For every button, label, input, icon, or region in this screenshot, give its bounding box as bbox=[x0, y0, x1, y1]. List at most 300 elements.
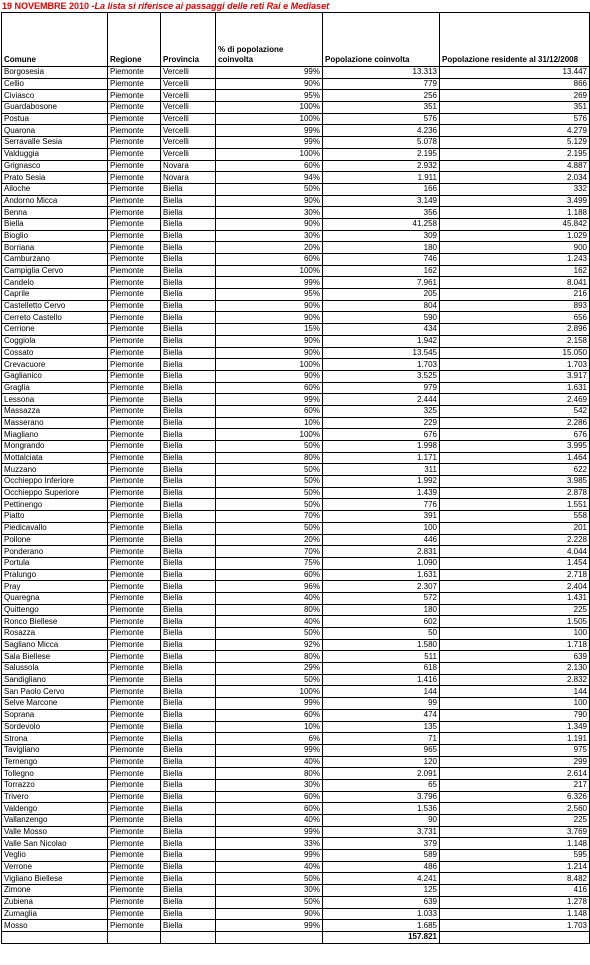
table-row bbox=[2, 850, 590, 862]
cell-popolazione-residente: 893 bbox=[440, 300, 590, 312]
cell-percent: 80% bbox=[216, 452, 323, 464]
cell-comune: Borriana bbox=[2, 242, 108, 254]
table-row bbox=[2, 534, 590, 546]
cell-provincia: Biella bbox=[161, 815, 216, 827]
cell-popolazione-coinvolta: 180 bbox=[323, 242, 440, 254]
cell-percent: 50% bbox=[216, 476, 323, 488]
cell-provincia: Biella bbox=[161, 429, 216, 441]
cell-comune: Quittengo bbox=[2, 604, 108, 616]
cell-provincia: Biella bbox=[161, 312, 216, 324]
cell-provincia: Biella bbox=[161, 663, 216, 675]
total-blank-cell bbox=[216, 931, 323, 943]
cell-percent: 60% bbox=[216, 160, 323, 172]
table-row bbox=[2, 569, 590, 581]
cell-popolazione-coinvolta: 1.942 bbox=[323, 335, 440, 347]
cell-popolazione-coinvolta: 99 bbox=[323, 698, 440, 710]
cell-provincia: Biella bbox=[161, 195, 216, 207]
cell-provincia: Biella bbox=[161, 265, 216, 277]
cell-popolazione-coinvolta: 7.961 bbox=[323, 277, 440, 289]
cell-comune: Cerrione bbox=[2, 324, 108, 336]
cell-percent: 40% bbox=[216, 756, 323, 768]
cell-popolazione-coinvolta: 3.796 bbox=[323, 791, 440, 803]
table-row bbox=[2, 663, 590, 675]
cell-comune: Cossato bbox=[2, 347, 108, 359]
table-row bbox=[2, 230, 590, 242]
cell-popolazione-residente: 15.050 bbox=[440, 347, 590, 359]
cell-percent: 50% bbox=[216, 499, 323, 511]
cell-percent: 99% bbox=[216, 67, 323, 79]
cell-popolazione-residente: 3.995 bbox=[440, 441, 590, 453]
cell-regione: Piemonte bbox=[108, 324, 161, 336]
table-row bbox=[2, 370, 590, 382]
cell-percent: 60% bbox=[216, 254, 323, 266]
cell-popolazione-coinvolta: 639 bbox=[323, 896, 440, 908]
table-row bbox=[2, 651, 590, 663]
cell-popolazione-residente: 1.214 bbox=[440, 861, 590, 873]
cell-regione: Piemonte bbox=[108, 254, 161, 266]
cell-provincia: Biella bbox=[161, 511, 216, 523]
cell-provincia: Biella bbox=[161, 873, 216, 885]
cell-comune: Zubiena bbox=[2, 896, 108, 908]
cell-regione: Piemonte bbox=[108, 651, 161, 663]
cell-provincia: Biella bbox=[161, 733, 216, 745]
cell-provincia: Biella bbox=[161, 557, 216, 569]
cell-popolazione-coinvolta: 1.631 bbox=[323, 569, 440, 581]
cell-comune: Prato Sesia bbox=[2, 172, 108, 184]
cell-provincia: Biella bbox=[161, 359, 216, 371]
cell-provincia: Biella bbox=[161, 534, 216, 546]
table-row bbox=[2, 300, 590, 312]
cell-percent: 50% bbox=[216, 464, 323, 476]
cell-provincia: Vercelli bbox=[161, 148, 216, 160]
cell-regione: Piemonte bbox=[108, 160, 161, 172]
cell-popolazione-residente: 1.454 bbox=[440, 557, 590, 569]
cell-percent: 20% bbox=[216, 534, 323, 546]
cell-popolazione-coinvolta: 2.444 bbox=[323, 394, 440, 406]
cell-comune: Trivero bbox=[2, 791, 108, 803]
cell-regione: Piemonte bbox=[108, 616, 161, 628]
cell-popolazione-residente: 216 bbox=[440, 289, 590, 301]
cell-regione: Piemonte bbox=[108, 698, 161, 710]
cell-provincia: Biella bbox=[161, 218, 216, 230]
cell-popolazione-residente: 416 bbox=[440, 885, 590, 897]
cell-comune: Campiglia Cervo bbox=[2, 265, 108, 277]
cell-popolazione-residente: 1.703 bbox=[440, 920, 590, 932]
table-row bbox=[2, 265, 590, 277]
cell-comune: Verrone bbox=[2, 861, 108, 873]
cell-comune: Valdengo bbox=[2, 803, 108, 815]
cell-percent: 90% bbox=[216, 218, 323, 230]
cell-comune: Gaglianico bbox=[2, 370, 108, 382]
cell-popolazione-coinvolta: 13.313 bbox=[323, 67, 440, 79]
cell-percent: 100% bbox=[216, 102, 323, 114]
total-blank-cell bbox=[108, 931, 161, 943]
cell-regione: Piemonte bbox=[108, 183, 161, 195]
cell-regione: Piemonte bbox=[108, 511, 161, 523]
cell-percent: 60% bbox=[216, 405, 323, 417]
cell-regione: Piemonte bbox=[108, 464, 161, 476]
cell-comune: Ponderano bbox=[2, 546, 108, 558]
cell-provincia: Biella bbox=[161, 838, 216, 850]
cell-popolazione-coinvolta: 1.580 bbox=[323, 639, 440, 651]
cell-popolazione-residente: 790 bbox=[440, 709, 590, 721]
cell-popolazione-residente: 558 bbox=[440, 511, 590, 523]
table-row bbox=[2, 312, 590, 324]
cell-comune: Masserano bbox=[2, 417, 108, 429]
table-row bbox=[2, 546, 590, 558]
cell-percent: 30% bbox=[216, 779, 323, 791]
cell-popolazione-residente: 269 bbox=[440, 90, 590, 102]
cell-provincia: Biella bbox=[161, 207, 216, 219]
table-row bbox=[2, 289, 590, 301]
cell-popolazione-coinvolta: 572 bbox=[323, 592, 440, 604]
cell-popolazione-coinvolta: 2.091 bbox=[323, 768, 440, 780]
table-row bbox=[2, 557, 590, 569]
cell-percent: 30% bbox=[216, 230, 323, 242]
cell-provincia: Biella bbox=[161, 394, 216, 406]
cell-popolazione-residente: 2.469 bbox=[440, 394, 590, 406]
cell-percent: 50% bbox=[216, 628, 323, 640]
total-blank-cell bbox=[440, 931, 590, 943]
cell-percent: 80% bbox=[216, 604, 323, 616]
cell-provincia: Vercelli bbox=[161, 67, 216, 79]
cell-popolazione-residente: 8.482 bbox=[440, 873, 590, 885]
column-header-comune: Comune bbox=[2, 13, 108, 67]
table-row bbox=[2, 499, 590, 511]
cell-popolazione-residente: 1.718 bbox=[440, 639, 590, 651]
cell-comune: San Paolo Cervo bbox=[2, 686, 108, 698]
cell-provincia: Vercelli bbox=[161, 78, 216, 90]
cell-comune: Sagliano Micca bbox=[2, 639, 108, 651]
cell-provincia: Biella bbox=[161, 803, 216, 815]
cell-popolazione-coinvolta: 120 bbox=[323, 756, 440, 768]
cell-popolazione-residente: 45.842 bbox=[440, 218, 590, 230]
cell-percent: 94% bbox=[216, 172, 323, 184]
cell-regione: Piemonte bbox=[108, 604, 161, 616]
cell-provincia: Biella bbox=[161, 791, 216, 803]
cell-comune: Zimone bbox=[2, 885, 108, 897]
cell-popolazione-coinvolta: 602 bbox=[323, 616, 440, 628]
cell-regione: Piemonte bbox=[108, 838, 161, 850]
total-row bbox=[2, 931, 590, 943]
cell-comune: Sala Biellese bbox=[2, 651, 108, 663]
table-row bbox=[2, 277, 590, 289]
cell-regione: Piemonte bbox=[108, 370, 161, 382]
cell-percent: 60% bbox=[216, 791, 323, 803]
table-row bbox=[2, 172, 590, 184]
cell-popolazione-coinvolta: 746 bbox=[323, 254, 440, 266]
cell-popolazione-residente: 1.191 bbox=[440, 733, 590, 745]
cell-popolazione-coinvolta: 446 bbox=[323, 534, 440, 546]
cell-provincia: Biella bbox=[161, 592, 216, 604]
table-row bbox=[2, 616, 590, 628]
cell-popolazione-residente: 1.029 bbox=[440, 230, 590, 242]
cell-percent: 96% bbox=[216, 581, 323, 593]
cell-popolazione-coinvolta: 434 bbox=[323, 324, 440, 336]
cell-popolazione-coinvolta: 325 bbox=[323, 405, 440, 417]
cell-provincia: Novara bbox=[161, 172, 216, 184]
cell-popolazione-residente: 2.228 bbox=[440, 534, 590, 546]
cell-regione: Piemonte bbox=[108, 148, 161, 160]
cell-popolazione-coinvolta: 1.992 bbox=[323, 476, 440, 488]
table-row bbox=[2, 733, 590, 745]
cell-percent: 10% bbox=[216, 417, 323, 429]
cell-comune: Coggiola bbox=[2, 335, 108, 347]
page-title bbox=[2, 0, 329, 12]
table-row bbox=[2, 791, 590, 803]
cell-regione: Piemonte bbox=[108, 137, 161, 149]
cell-provincia: Biella bbox=[161, 908, 216, 920]
table-row bbox=[2, 487, 590, 499]
cell-provincia: Biella bbox=[161, 674, 216, 686]
cell-percent: 50% bbox=[216, 441, 323, 453]
cell-regione: Piemonte bbox=[108, 394, 161, 406]
table-row bbox=[2, 721, 590, 733]
cell-popolazione-coinvolta: 3.149 bbox=[323, 195, 440, 207]
cell-comune: Civiasco bbox=[2, 90, 108, 102]
cell-percent: 30% bbox=[216, 885, 323, 897]
cell-popolazione-coinvolta: 576 bbox=[323, 113, 440, 125]
cell-popolazione-coinvolta: 2.932 bbox=[323, 160, 440, 172]
column-header-popolazione-residente: Popolazione residente al 31/12/2008 bbox=[440, 13, 590, 67]
cell-regione: Piemonte bbox=[108, 487, 161, 499]
cell-comune: Sandigliano bbox=[2, 674, 108, 686]
cell-popolazione-residente: 975 bbox=[440, 744, 590, 756]
cell-regione: Piemonte bbox=[108, 78, 161, 90]
cell-percent: 50% bbox=[216, 873, 323, 885]
cell-percent: 40% bbox=[216, 616, 323, 628]
cell-provincia: Biella bbox=[161, 441, 216, 453]
cell-percent: 20% bbox=[216, 242, 323, 254]
cell-popolazione-residente: 144 bbox=[440, 686, 590, 698]
table-row bbox=[2, 476, 590, 488]
cell-regione: Piemonte bbox=[108, 242, 161, 254]
cell-comune: Bioglio bbox=[2, 230, 108, 242]
table-row bbox=[2, 756, 590, 768]
cell-percent: 50% bbox=[216, 487, 323, 499]
cell-percent: 30% bbox=[216, 207, 323, 219]
cell-popolazione-residente: 639 bbox=[440, 651, 590, 663]
cell-comune: Muzzano bbox=[2, 464, 108, 476]
cell-popolazione-coinvolta: 3.525 bbox=[323, 370, 440, 382]
cell-popolazione-residente: 217 bbox=[440, 779, 590, 791]
cell-popolazione-residente: 2.896 bbox=[440, 324, 590, 336]
cell-popolazione-coinvolta: 41.258 bbox=[323, 218, 440, 230]
cell-popolazione-coinvolta: 311 bbox=[323, 464, 440, 476]
cell-regione: Piemonte bbox=[108, 779, 161, 791]
cell-percent: 92% bbox=[216, 639, 323, 651]
cell-percent: 99% bbox=[216, 125, 323, 137]
cell-provincia: Vercelli bbox=[161, 113, 216, 125]
table-row bbox=[2, 125, 590, 137]
cell-provincia: Biella bbox=[161, 616, 216, 628]
total-blank-cell bbox=[2, 931, 108, 943]
cell-regione: Piemonte bbox=[108, 815, 161, 827]
cell-provincia: Biella bbox=[161, 254, 216, 266]
cell-percent: 100% bbox=[216, 113, 323, 125]
cell-comune: Strona bbox=[2, 733, 108, 745]
cell-regione: Piemonte bbox=[108, 90, 161, 102]
cell-comune: Quaregna bbox=[2, 592, 108, 604]
cell-regione: Piemonte bbox=[108, 417, 161, 429]
table-row bbox=[2, 218, 590, 230]
cell-popolazione-coinvolta: 2.307 bbox=[323, 581, 440, 593]
cell-comune: Piedicavallo bbox=[2, 522, 108, 534]
cell-popolazione-coinvolta: 125 bbox=[323, 885, 440, 897]
title-subtitle: -La lista si riferisce ai passaggi delle reti Rai e Mediaset bbox=[89, 1, 330, 11]
cell-popolazione-residente: 6.326 bbox=[440, 791, 590, 803]
cell-comune: Guardabosone bbox=[2, 102, 108, 114]
table-row bbox=[2, 254, 590, 266]
cell-regione: Piemonte bbox=[108, 289, 161, 301]
cell-popolazione-residente: 2.034 bbox=[440, 172, 590, 184]
cell-provincia: Biella bbox=[161, 405, 216, 417]
coverage-table bbox=[1, 12, 590, 944]
cell-comune: Benna bbox=[2, 207, 108, 219]
cell-popolazione-residente: 2.832 bbox=[440, 674, 590, 686]
table-row bbox=[2, 873, 590, 885]
cell-comune: Pralungo bbox=[2, 569, 108, 581]
table-row bbox=[2, 324, 590, 336]
cell-regione: Piemonte bbox=[108, 663, 161, 675]
cell-regione: Piemonte bbox=[108, 639, 161, 651]
cell-percent: 95% bbox=[216, 289, 323, 301]
cell-popolazione-residente: 225 bbox=[440, 815, 590, 827]
cell-percent: 10% bbox=[216, 721, 323, 733]
cell-percent: 6% bbox=[216, 733, 323, 745]
table-row bbox=[2, 207, 590, 219]
table-row bbox=[2, 441, 590, 453]
cell-popolazione-residente: 13.447 bbox=[440, 67, 590, 79]
cell-comune: Zumaglia bbox=[2, 908, 108, 920]
cell-comune: Ailoche bbox=[2, 183, 108, 195]
cell-regione: Piemonte bbox=[108, 826, 161, 838]
cell-provincia: Biella bbox=[161, 347, 216, 359]
cell-comune: Biella bbox=[2, 218, 108, 230]
cell-regione: Piemonte bbox=[108, 534, 161, 546]
cell-percent: 100% bbox=[216, 429, 323, 441]
cell-popolazione-coinvolta: 4.236 bbox=[323, 125, 440, 137]
cell-regione: Piemonte bbox=[108, 709, 161, 721]
table-row bbox=[2, 826, 590, 838]
table-row bbox=[2, 160, 590, 172]
cell-percent: 99% bbox=[216, 137, 323, 149]
cell-popolazione-coinvolta: 1.033 bbox=[323, 908, 440, 920]
cell-popolazione-coinvolta: 1.171 bbox=[323, 452, 440, 464]
cell-popolazione-residente: 100 bbox=[440, 628, 590, 640]
cell-popolazione-residente: 162 bbox=[440, 265, 590, 277]
cell-popolazione-coinvolta: 1.416 bbox=[323, 674, 440, 686]
cell-popolazione-residente: 1.703 bbox=[440, 359, 590, 371]
cell-popolazione-residente: 2.130 bbox=[440, 663, 590, 675]
cell-provincia: Biella bbox=[161, 850, 216, 862]
cell-percent: 80% bbox=[216, 651, 323, 663]
cell-popolazione-coinvolta: 1.703 bbox=[323, 359, 440, 371]
cell-popolazione-residente: 5.129 bbox=[440, 137, 590, 149]
table-row bbox=[2, 183, 590, 195]
cell-popolazione-coinvolta: 2.195 bbox=[323, 148, 440, 160]
table-row bbox=[2, 581, 590, 593]
cell-percent: 90% bbox=[216, 78, 323, 90]
cell-provincia: Biella bbox=[161, 744, 216, 756]
cell-regione: Piemonte bbox=[108, 850, 161, 862]
cell-percent: 60% bbox=[216, 709, 323, 721]
cell-popolazione-coinvolta: 144 bbox=[323, 686, 440, 698]
cell-percent: 90% bbox=[216, 347, 323, 359]
table-row bbox=[2, 359, 590, 371]
cell-regione: Piemonte bbox=[108, 359, 161, 371]
cell-percent: 29% bbox=[216, 663, 323, 675]
cell-popolazione-coinvolta: 776 bbox=[323, 499, 440, 511]
cell-popolazione-residente: 1.349 bbox=[440, 721, 590, 733]
table-row bbox=[2, 417, 590, 429]
table-row bbox=[2, 78, 590, 90]
table-row bbox=[2, 382, 590, 394]
cell-popolazione-residente: 1.631 bbox=[440, 382, 590, 394]
cell-percent: 100% bbox=[216, 686, 323, 698]
cell-popolazione-residente: 2.286 bbox=[440, 417, 590, 429]
table-row bbox=[2, 744, 590, 756]
table-row bbox=[2, 195, 590, 207]
cell-comune: Candelo bbox=[2, 277, 108, 289]
cell-popolazione-coinvolta: 1.685 bbox=[323, 920, 440, 932]
cell-popolazione-coinvolta: 205 bbox=[323, 289, 440, 301]
cell-regione: Piemonte bbox=[108, 546, 161, 558]
table-row bbox=[2, 920, 590, 932]
cell-popolazione-coinvolta: 1.536 bbox=[323, 803, 440, 815]
cell-popolazione-coinvolta: 256 bbox=[323, 90, 440, 102]
cell-comune: Postua bbox=[2, 113, 108, 125]
column-header-popolazione-coinvolta: Popolazione coinvolta bbox=[323, 13, 440, 67]
cell-comune: Torrazzo bbox=[2, 779, 108, 791]
cell-popolazione-coinvolta: 590 bbox=[323, 312, 440, 324]
cell-popolazione-residente: 3.917 bbox=[440, 370, 590, 382]
cell-popolazione-residente: 866 bbox=[440, 78, 590, 90]
table-row bbox=[2, 148, 590, 160]
table-row bbox=[2, 522, 590, 534]
cell-comune: Borgosesia bbox=[2, 67, 108, 79]
cell-popolazione-residente: 1.188 bbox=[440, 207, 590, 219]
cell-regione: Piemonte bbox=[108, 300, 161, 312]
cell-regione: Piemonte bbox=[108, 861, 161, 873]
cell-popolazione-coinvolta: 965 bbox=[323, 744, 440, 756]
cell-regione: Piemonte bbox=[108, 335, 161, 347]
cell-comune: Quarona bbox=[2, 125, 108, 137]
cell-provincia: Biella bbox=[161, 604, 216, 616]
cell-popolazione-residente: 1.505 bbox=[440, 616, 590, 628]
cell-popolazione-residente: 1.551 bbox=[440, 499, 590, 511]
cell-percent: 90% bbox=[216, 370, 323, 382]
cell-popolazione-coinvolta: 486 bbox=[323, 861, 440, 873]
cell-popolazione-residente: 1.148 bbox=[440, 908, 590, 920]
cell-popolazione-coinvolta: 356 bbox=[323, 207, 440, 219]
cell-popolazione-coinvolta: 618 bbox=[323, 663, 440, 675]
cell-provincia: Biella bbox=[161, 230, 216, 242]
cell-provincia: Biella bbox=[161, 464, 216, 476]
cell-popolazione-coinvolta: 180 bbox=[323, 604, 440, 616]
cell-regione: Piemonte bbox=[108, 476, 161, 488]
cell-provincia: Biella bbox=[161, 686, 216, 698]
cell-comune: Vallanzengo bbox=[2, 815, 108, 827]
cell-popolazione-residente: 676 bbox=[440, 429, 590, 441]
cell-comune: Salussola bbox=[2, 663, 108, 675]
cell-popolazione-residente: 1.278 bbox=[440, 896, 590, 908]
cell-popolazione-residente: 3.769 bbox=[440, 826, 590, 838]
cell-comune: Mongrando bbox=[2, 441, 108, 453]
cell-popolazione-coinvolta: 4.241 bbox=[323, 873, 440, 885]
cell-percent: 99% bbox=[216, 920, 323, 932]
cell-popolazione-coinvolta: 1.439 bbox=[323, 487, 440, 499]
